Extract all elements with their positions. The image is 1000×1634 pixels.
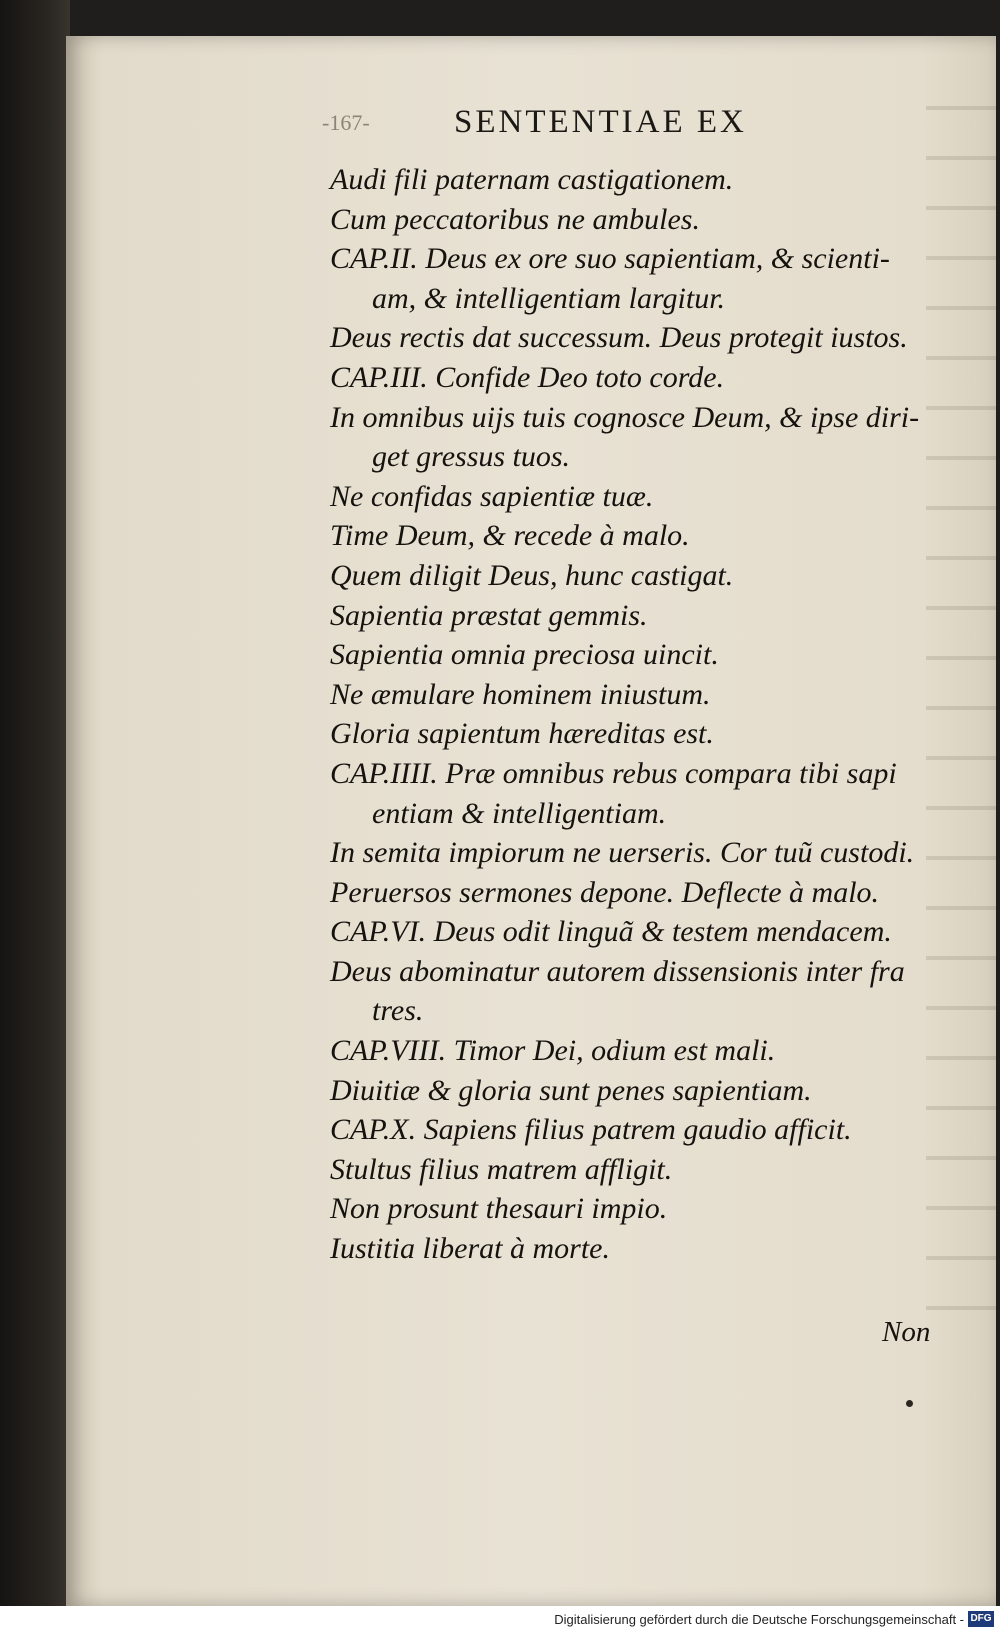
text-line: CAP.II. Deus ex ore suo sapientiam, & scienti- (330, 242, 890, 276)
ink-speck (906, 1400, 913, 1407)
page-folio: -167- (322, 110, 370, 135)
text-line: Audi fili paternam castigationem. (330, 163, 734, 196)
text-line: CAP.IIII. Præ omnibus rebus compara tibi sapi (330, 756, 897, 790)
digitization-footer (0, 1606, 1000, 1634)
text-line: Diuitiæ & gloria sunt penes sapientiam. (330, 1073, 812, 1107)
text-line: entiam & intelligentiam. (372, 796, 667, 830)
text-line: Quem diligit Deus, hunc castigat. (330, 558, 734, 592)
text-line: Deus rectis dat successum. Deus protegit iustos. (330, 321, 908, 355)
text-line: am, & intelligentiam largitur. (372, 281, 726, 315)
text-line: Peruersos sermones depone. Deflecte à malo. (330, 875, 880, 909)
text-line: Sapientia omnia preciosa uincit. (330, 638, 719, 672)
binding-shadow (0, 0, 70, 1634)
text-line: Ne æmulare hominem iniustum. (330, 677, 711, 711)
text-line: Sapientia præstat gemmis. (330, 598, 648, 632)
text-line: In omnibus uijs tuis cognosce Deum, & ipse diri- (330, 400, 920, 434)
text-line: CAP.VIII. Timor Dei, odium est mali. (330, 1034, 776, 1068)
text-line: In semita impiorum ne uerseris. Cor tuũ custodi. (330, 836, 915, 870)
text-line: Deus abominatur autorem dissensionis inter fra (330, 954, 905, 988)
text-line: Non prosunt thesauri impio. (330, 1192, 668, 1226)
footer-credit: Digitalisierung gefördert durch die Deutsche Forschungsgemeinschaft - (554, 1612, 964, 1627)
text-line: CAP.VI. Deus odit linguã & testem mendacem. (330, 915, 892, 949)
text-line: Time Deum, & recede à malo. (330, 519, 690, 553)
text-line: Cum peccatoribus ne ambules. (330, 202, 700, 236)
catchword: Non (882, 1316, 931, 1348)
text-line: tres. (372, 994, 424, 1028)
text-block (330, 160, 950, 1269)
text-line: Stultus filius matrem affligit. (330, 1152, 673, 1186)
text-line: CAP.X. Sapiens filius patrem gaudio afficit. (330, 1113, 852, 1147)
text-line: Ne confidas sapientiæ tuæ. (330, 479, 654, 513)
text-line: get gressus tuos. (372, 440, 571, 474)
text-line: CAP.III. Confide Deo toto corde. (330, 360, 725, 394)
text-line: Gloria sapientum hæreditas est. (330, 717, 714, 751)
dfg-logo-icon: DFG (968, 1611, 994, 1627)
text-line: Iustitia liberat à morte. (330, 1232, 610, 1266)
running-header: SENTENTIAE EX (454, 104, 747, 140)
